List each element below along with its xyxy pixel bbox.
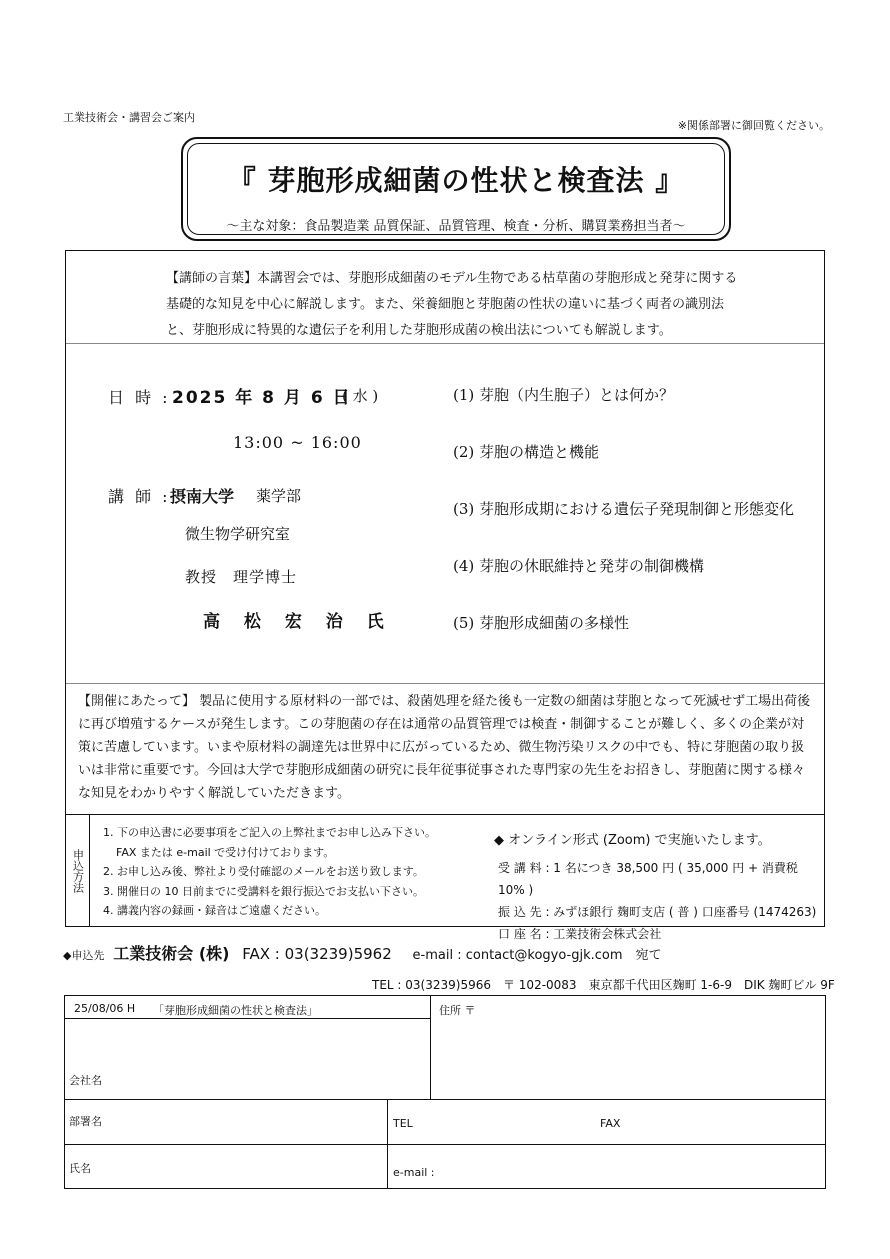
department-field[interactable]: 部署名 [69,1115,102,1128]
topic-item: (3) 芽胞形成期における遺伝子発現制御と形態変化 [453,500,795,518]
application-steps [103,823,436,921]
topic-item: (2) 芽胞の構造と機能 [453,443,600,461]
fax-number: FAX : 03(3239)5962 [242,945,392,963]
account-line: 口 座 名 : 工業技術会株式会社 [498,927,662,941]
lecturer-message [166,266,806,344]
schedule-label: 日 時 : [108,388,171,407]
application-method-label: 申込方法 [66,815,90,926]
tel-field[interactable]: TEL [393,1117,413,1130]
topic-item: (4) 芽胞の休眠維持と発芽の制御機構 [453,557,705,575]
seminar-details-box [65,250,825,815]
application-form [64,995,826,1189]
contact-line [63,941,662,964]
fee-line: 受 講 料 : 1 名につき 38,500 円 ( 35,000 円 + 消費税 10% ) [498,861,798,897]
org-header: 工業技術会・講習会ご案内 [63,111,195,124]
form-line [65,1018,430,1019]
lecturer-label: 講 師 : [108,487,171,506]
schedule-weekday: ( 水 ) [342,387,379,405]
lecturer-title: 教授 理学博士 [185,568,298,586]
address-line: TEL : 03(3239)5966 〒 102-0083 東京都千代田区麹町 1-6-9 DIK 麹町ビル 9F [372,978,835,992]
application-method-box [65,815,825,941]
lecturer-name: 高 松 宏 治 氏 [203,612,393,632]
divider [66,343,824,344]
opening-line: いは非常に重要です。今回は大学で芽胞形成細菌の研究に長年従事従事された専門家の先生をお招きし、芽胞菌に関する様々 [78,763,805,778]
lecturer-lab: 微生物学研究室 [185,525,291,543]
topic-item: (5) 芽胞形成細菌の多様性 [453,614,630,632]
contact-prefix: ◆申込先 [63,949,105,962]
opening-statement [78,690,818,805]
form-course: 「芽胞形成細菌の性状と検査法」 [153,1004,318,1017]
online-format-note: ◆ オンライン形式 (Zoom) で実施いたします。 [494,833,771,848]
lecturer-department: 薬学部 [256,487,302,505]
company-field[interactable]: 会社名 [69,1074,102,1087]
target-audience: ～主な対象：食品製造業 品質保証、品質管理、検査・分析、購買業務担当者～ [226,219,686,234]
step-item: 2. お申し込み後、弊社より受付確認のメールをお送り致します。 [103,865,424,878]
name-field[interactable]: 氏名 [69,1162,91,1175]
step-item: FAX または e-mail で受け付けております。 [116,845,335,859]
form-line [430,996,431,1100]
divider [66,683,824,684]
email-address[interactable]: e-mail : contact@kogyo-gjk.com 宛て [412,948,662,963]
fee-info [498,857,824,945]
lecturer-message-line: 基礎的な知見を中心に解説します。また、栄養細胞と芽胞菌の性状の違いに基づく両者の識別法 [166,297,724,312]
opening-line: 策に苦慮しています。いまや原材料の調達先は世界中に広がっているため、微生物汚染リスクの中でも、特に芽胞菌の取り扱 [78,740,805,755]
bank-line: 振 込 先 : みずほ銀行 麹町支店 ( 普 ) 口座番号 (1474263) [498,905,817,919]
opening-line: 【開催にあたって】 製品に使用する原材料の一部では、殺菌処理を経た後も一定数の細菌は芽胞となって死滅せず工場出荷後 [78,694,811,709]
fax-field[interactable]: FAX [600,1117,621,1130]
step-item: 4. 講義内容の録画・録音はご遠慮ください。 [103,904,326,917]
schedule-time: 13:00 ~ 16:00 [233,433,362,452]
circulation-notice: ※関係部署に御回覧ください。 [677,119,830,132]
schedule-date: 2025 年 8 月 6 日 [172,388,352,408]
lecturer-message-line: と、芽胞形成に特異的な遺伝子を利用した芽胞形成菌の検出法についても解説します。 [166,323,672,338]
step-item: 3. 開催日の 10 日前までに受講料を銀行振込でお支払い下さい。 [103,884,424,898]
email-field[interactable]: e-mail : [393,1166,435,1179]
seminar-title: 『 芽胞形成細菌の性状と検査法 』 [227,164,685,197]
address-field[interactable]: 住所 〒 [439,1004,476,1017]
form-line [65,1144,825,1145]
opening-line: な知見をわかりやすく解説していただきます。 [78,786,350,801]
lecturer-university: 摂南大学 [170,487,235,506]
lecturer-message-line: 【講師の言葉】本講習会では、芽胞形成細菌のモデル生物である枯草菌の芽胞形成と発芽に関する [166,271,738,286]
company-name: 工業技術会 (株) [113,944,230,963]
opening-line: に再び増殖するケースが発生します。この芽胞菌の存在は通常の品質管理では検査・制御することが難しく、多くの企業が対 [78,717,805,732]
title-box [181,137,731,241]
form-code: 25/08/06 H [74,1002,136,1015]
step-item: 1. 下の申込書に必要事項をご記入の上弊社までお申し込み下さい。 [103,826,436,839]
topic-item: (1) 芽胞（内生胞子）とは何か？ [453,386,675,404]
form-line [65,1099,825,1100]
